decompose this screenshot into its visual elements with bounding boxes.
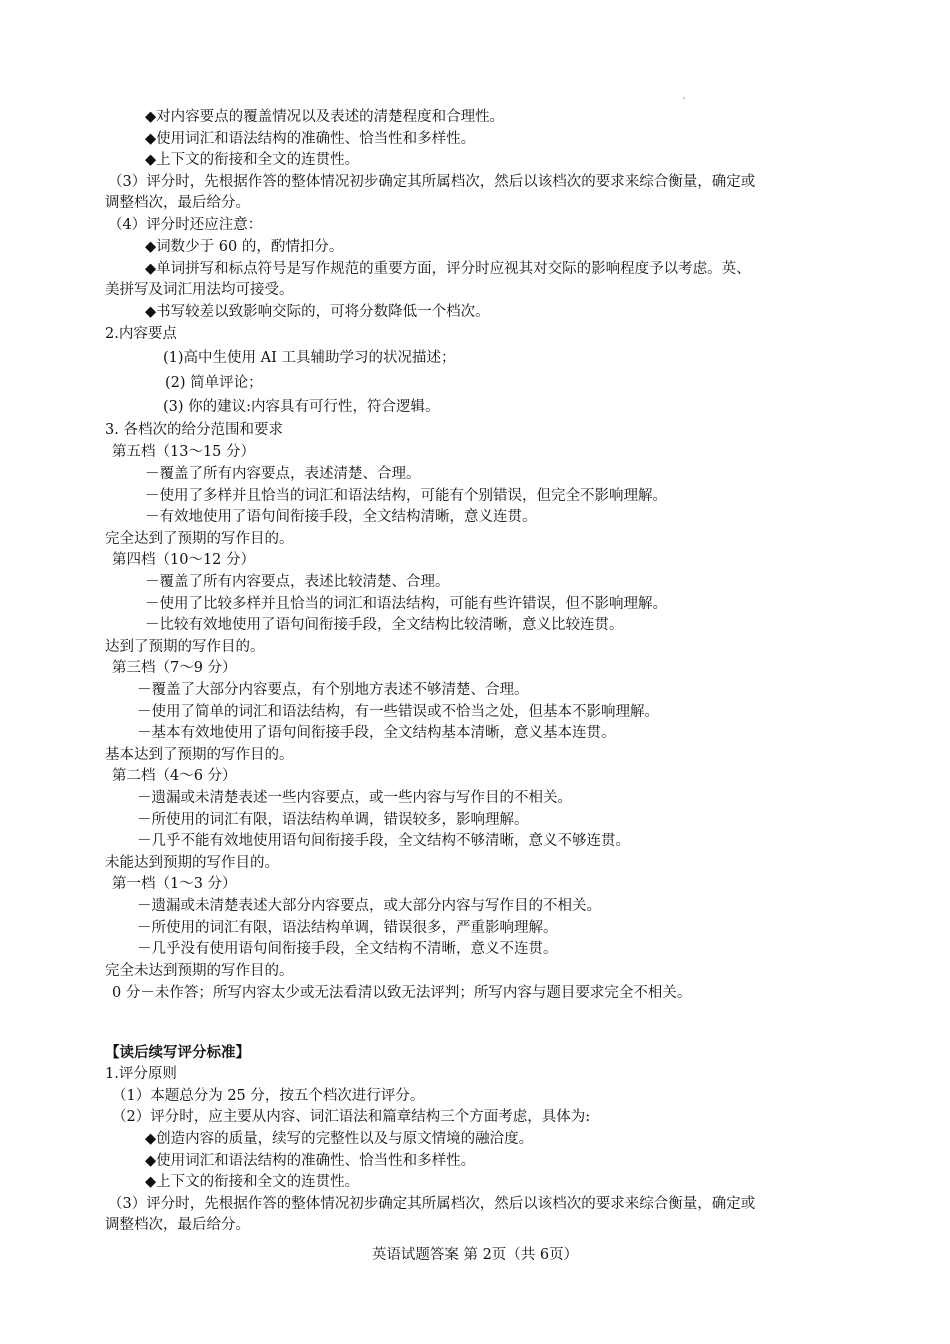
grade-1-heading: 第一档（1～3 分）	[112, 876, 237, 892]
grade-3-heading: 第三档（7～9 分）	[112, 660, 237, 676]
rule-3-line-2: 调整档次，最后给分。	[105, 195, 250, 211]
rule-3-line-1: （3）评分时，先根据作答的整体情况初步确定其所属档次，然后以该档次的要求来综合衡量，确定或	[108, 174, 756, 190]
criteria-bullet-content: ◆对内容要点的覆盖情况以及表述的清楚程度和合理性。	[145, 109, 505, 125]
principle-bullet-vocabulary: ◆使用词汇和语法结构的准确性、恰当性和多样性。	[145, 1153, 476, 1169]
principle-2: （2）评分时，应主要从内容、词汇语法和篇章结构三个方面考虑，具体为:	[112, 1109, 591, 1125]
grade-1-summary: 完全未达到预期的写作目的。	[105, 963, 294, 979]
grade-2-summary: 未能达到预期的写作目的。	[105, 855, 279, 871]
grade-2-item-2: －所使用的词汇有限，语法结构单调，错误较多，影响理解。	[137, 812, 529, 828]
grade-2-item-3: －几乎不能有效地使用语句间衔接手段，全文结构不够清晰，意义不够连贯。	[137, 833, 630, 849]
continuation-writing-title: 【读后续写评分标准】	[105, 1045, 250, 1061]
note-spelling-line-2: 美拼写及词汇用法均可接受。	[105, 282, 294, 298]
grade-1-item-1: －遗漏或未清楚表述大部分内容要点，或大部分内容与写作目的不相关。	[137, 898, 601, 914]
grade-5-heading: 第五档（13～15 分）	[112, 444, 256, 460]
principle-bullet-coherence: ◆上下文的衔接和全文的连贯性。	[145, 1174, 360, 1190]
content-point-2: (2) 简单评论；	[165, 375, 263, 391]
grade-5-item-3: －有效地使用了语句间衔接手段，全文结构清晰，意义连贯。	[145, 509, 537, 525]
grade-4-heading: 第四档（10～12 分）	[112, 552, 256, 568]
grade-0-description: 0 分－未作答；所写内容太少或无法看清以致无法评判；所写内容与题目要求完全不相关。	[112, 985, 692, 1001]
note-word-count: ◆词数少于 60 的，酌情扣分。	[145, 239, 344, 255]
grade-5-item-2: －使用了多样并且恰当的词汇和语法结构，可能有个别错误，但完全不影响理解。	[145, 488, 667, 504]
content-point-1: (1)高中生使用 AI 工具辅助学习的状况描述；	[163, 350, 456, 366]
content-point-3: (3) 你的建议:内容具有可行性，符合逻辑。	[163, 399, 440, 415]
grade-3-item-2: －使用了简单的词汇和语法结构，有一些错误或不恰当之处，但基本不影响理解。	[137, 704, 659, 720]
criteria-bullet-coherence: ◆上下文的衔接和全文的连贯性。	[145, 152, 360, 168]
grade-3-summary: 基本达到了预期的写作目的。	[105, 747, 294, 763]
note-handwriting: ◆书写较差以致影响交际的，可将分数降低一个档次。	[145, 304, 490, 320]
grade-2-item-1: －遗漏或未清楚表述一些内容要点，或一些内容与写作目的不相关。	[137, 790, 572, 806]
grade-3-item-1: －覆盖了大部分内容要点，有个别地方表述不够清楚、合理。	[137, 682, 529, 698]
page-footer: 英语试题答案 第 2页（共 6页）	[371, 1247, 579, 1263]
criteria-bullet-vocabulary: ◆使用词汇和语法结构的准确性、恰当性和多样性。	[145, 131, 476, 147]
grade-4-item-2: －使用了比较多样并且恰当的词汇和语法结构，可能有些许错误，但不影响理解。	[145, 596, 667, 612]
principle-1: （1）本题总分为 25 分，按五个档次进行评分。	[112, 1088, 425, 1104]
principle-3-line-1: （3）评分时，先根据作答的整体情况初步确定其所属档次，然后以该档次的要求来综合衡量，确定或	[108, 1196, 756, 1212]
principle-bullet-content: ◆创造内容的质量，续写的完整性以及与原文情境的融洽度。	[145, 1131, 534, 1147]
grade-5-item-1: －覆盖了所有内容要点，表述清楚、合理。	[145, 466, 421, 482]
grade-5-summary: 完全达到了预期的写作目的。	[105, 531, 294, 547]
grade-4-item-1: －覆盖了所有内容要点，表述比较清楚、合理。	[145, 574, 450, 590]
rule-4-heading: （4）评分时还应注意：	[108, 217, 263, 233]
content-points-heading: 2.内容要点	[105, 326, 177, 342]
grade-1-item-3: －几乎没有使用语句间衔接手段，全文结构不清晰，意义不连贯。	[137, 941, 558, 957]
note-spelling-line-1: ◆单词拼写和标点符号是写作规范的重要方面，评分时应视其对交际的影响程度予以考虑。英、	[145, 261, 751, 277]
scan-mark: '	[683, 96, 686, 105]
grade-2-heading: 第二档（4～6 分）	[112, 768, 237, 784]
principle-3-line-2: 调整档次，最后给分。	[105, 1217, 250, 1233]
grade-4-summary: 达到了预期的写作目的。	[105, 639, 265, 655]
scoring-principles-heading: 1.评分原则	[105, 1066, 177, 1082]
grade-3-item-3: －基本有效地使用了语句间衔接手段，全文结构基本清晰，意义基本连贯。	[137, 725, 616, 741]
grade-4-item-3: －比较有效地使用了语句间衔接手段，全文结构比较清晰，意义比较连贯。	[145, 617, 624, 633]
grades-heading: 3. 各档次的给分范围和要求	[105, 422, 283, 438]
grade-1-item-2: －所使用的词汇有限，语法结构单调，错误很多，严重影响理解。	[137, 920, 558, 936]
